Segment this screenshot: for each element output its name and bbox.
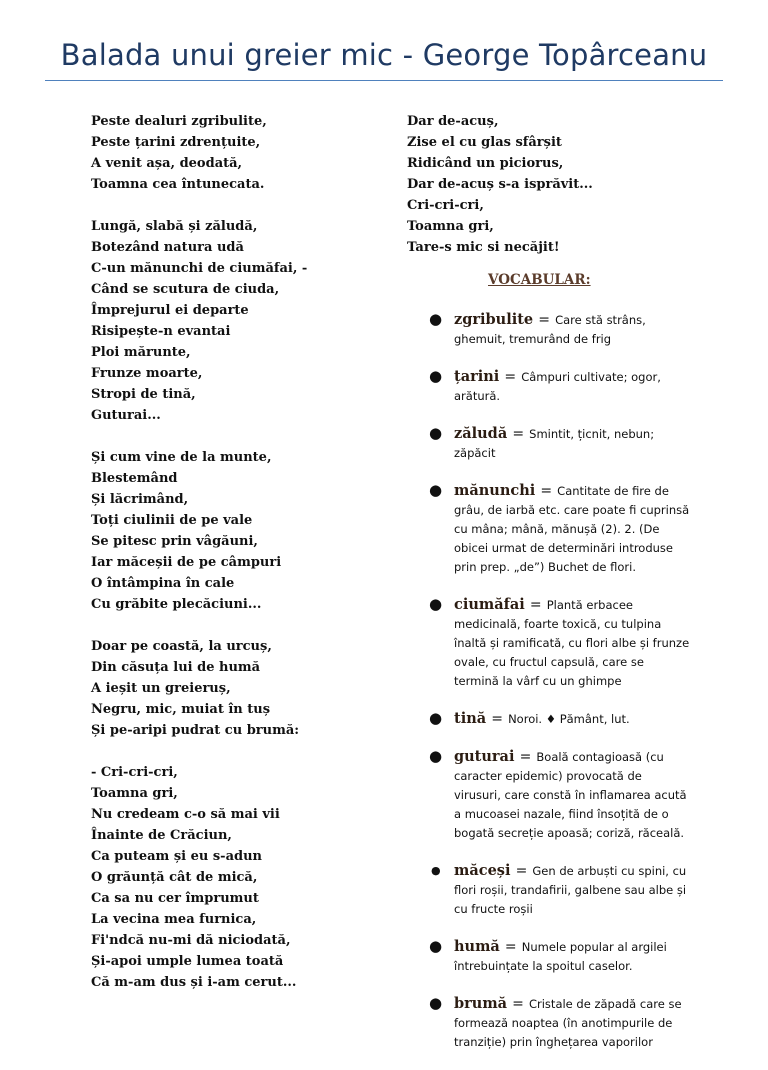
poem-line: Botezând natura udă [91, 240, 244, 255]
vocab-term: mănunchi [454, 482, 536, 499]
poem-line: Împrejurul ei departe [91, 303, 249, 318]
poem-line: Negru, mic, muiat în tuș [91, 702, 271, 717]
poem-line: Peste țarini zdrențuite, [91, 135, 261, 150]
bullet-icon: ● [431, 864, 441, 877]
bullet-icon: ● [429, 937, 443, 955]
vocab-definition: Boală contagioasă (cu caracter epidemic) provocată de virusuri, care constă în inflamarea acută a mucoasei nazale, fiind însoțită de o bogată secreție apoasă; coriză, răceală. [454, 750, 687, 840]
poem-line: - Cri-cri-cri, [91, 765, 178, 780]
poem-line: Că m-am dus și i-am cerut... [91, 975, 297, 990]
vocab-item: ● humă = Numele popular al argilei întrebuințate la spoitul caselor. [429, 937, 667, 973]
stanza-2 [91, 216, 361, 426]
bullet-icon: ● [429, 310, 443, 328]
vocab-definition: Numele popular al argilei întrebuințate la spoitul caselor. [454, 940, 667, 973]
poem-line: Când se scutura de ciuda, [91, 282, 280, 297]
poem-line: Din căsuța lui de humă [91, 660, 261, 675]
poem-line: Cu grăbite plecăciuni... [91, 597, 262, 612]
vocab-item: ● brumă = Cristale de zăpadă care se formează noaptea (în anotimpurile de tranziție) prin înghețarea vaporilor [429, 994, 682, 1049]
poem-line: Frunze moarte, [91, 366, 203, 381]
stanza-1 [91, 111, 361, 195]
poem-line: Ca sa nu cer împrumut [91, 891, 259, 906]
bullet-icon: ● [429, 481, 443, 499]
bullet-icon: ● [429, 367, 443, 385]
poem-left-column [91, 111, 361, 1014]
vocab-term: tină [454, 710, 487, 727]
vocab-definition: Gen de arbuști cu spini, cu flori roșii, trandafirii, galbene sau albe și cu fructe roșii [454, 864, 687, 916]
vocabulary-list [407, 310, 707, 1051]
vocab-item: ● tină = Noroi. ♦ Pământ, lut. [429, 709, 630, 727]
poem-line: Ploi mărunte, [91, 345, 191, 360]
poem-line: Ridicând un piciorus, [407, 156, 564, 171]
poem-line: Dar de-acuș s-a isprăvit... [407, 177, 593, 192]
poem-line: Și cum vine de la munte, [91, 450, 272, 465]
poem-line: Iar măceșii de pe câmpuri [91, 555, 282, 570]
poem-line: Se pitesc prin vâgăuni, [91, 534, 258, 549]
poem-line: La vecina mea furnica, [91, 912, 257, 927]
vocab-item: ● măceși = Gen de arbuști cu spini, cu flori roșii, trandafirii, galbene sau albe și cu fructe roșii [431, 862, 687, 916]
stanza-5 [91, 762, 361, 993]
poem-line: Peste dealuri zgribulite, [91, 114, 267, 129]
vocab-term: brumă [454, 995, 508, 1012]
right-column [407, 111, 707, 1070]
bullet-icon: ● [429, 709, 443, 727]
poem-line: Toamna gri, [91, 786, 178, 801]
poem-line: Nu credeam c-o să mai vii [91, 807, 280, 822]
vocab-term: ciumăfai [454, 596, 525, 613]
vocab-term: măceși [454, 862, 511, 879]
poem-line: Toți ciulinii de pe vale [91, 513, 253, 528]
vocab-item: ● zgribulite = Care stă strâns, ghemuit, tremurând de frig [429, 310, 646, 346]
poem-line: Toamna gri, [407, 219, 494, 234]
vocab-definition: Cantitate de fire de grâu, de iarbă etc. care poate fi cuprinsă cu mâna; mână, mănușă (2). 2. (De obicei urmat de determinări introduse prin prep. „de”) Buchet de flori. [454, 484, 690, 574]
poem-line: A ieșit un greieruș, [91, 681, 231, 696]
poem-line: Stropi de tină, [91, 387, 196, 402]
vocab-item: ● ciumăfai = Plantă erbacee medicinală, foarte toxică, cu tulpina înaltă și ramificată, cu flori albe și frunze ovale, cu fructul capsulă, care se termină la vârf cu un ghimpe [429, 595, 690, 688]
vocab-item: ● mănunchi = Cantitate de fire de grâu, de iarbă etc. care poate fi cuprinsă cu mâna; mână, mănușă (2). 2. (De obicei urmat de determinări introduse prin prep. „de”) Buchet de flori. [429, 481, 690, 574]
bullet-icon: ● [429, 747, 443, 765]
poem-line: Guturai... [91, 408, 161, 423]
vocab-term: zăludă [454, 425, 508, 442]
stanza-4 [91, 636, 361, 741]
poem-line: Lungă, slabă și zăludă, [91, 219, 258, 234]
vocabulary-heading: VOCABULAR: [488, 272, 591, 288]
vocab-term: humă [454, 938, 500, 955]
poem-line: Cri-cri-cri, [407, 198, 484, 213]
vocab-item: ● guturai = Boală contagioasă (cu caracter epidemic) provocată de virusuri, care constă în inflamarea acută a mucoasei nazale, fiind însoțită de o bogată secreție apoasă; coriză, răceală. [429, 747, 687, 840]
vocab-definition: Noroi. ♦ Pământ, lut. [508, 712, 630, 726]
title-underline [45, 80, 723, 81]
vocab-term: guturai [454, 748, 515, 765]
poem-line: Dar de-acuș, [407, 114, 499, 129]
vocab-definition: Care stă strâns, ghemuit, tremurând de frig [454, 313, 646, 346]
vocab-definition: Plantă erbacee medicinală, foarte toxică, cu tulpina înaltă și ramificată, cu flori albe și frunze ovale, cu fructul capsulă, care se termină la vârf cu un ghimpe [454, 598, 690, 688]
poem-line: O grăunță cât de mică, [91, 870, 258, 885]
poem-line: Blestemând [91, 471, 178, 486]
vocab-definition: Smintit, țicnit, nebun; zăpăcit [454, 427, 655, 460]
vocab-item: ● țarini = Câmpuri cultivate; ogor, arătură. [429, 367, 661, 403]
poem-line: A venit așa, deodată, [91, 156, 243, 171]
page-title: Balada unui greier mic - George Topârceanu [60, 38, 708, 72]
bullet-icon: ● [429, 595, 443, 613]
bullet-icon: ● [429, 994, 443, 1012]
vocab-item: ● zăludă = Smintit, țicnit, nebun; zăpăcit [429, 424, 655, 460]
poem-line: Ca puteam și eu s-adun [91, 849, 262, 864]
poem-line: Și lăcrimând, [91, 492, 189, 507]
poem-line: O întâmpina în cale [91, 576, 235, 591]
poem-line: Tare-s mic si necăjit! [407, 240, 560, 255]
poem-line: Zise el cu glas sfârșit [407, 135, 562, 150]
stanza-6 [407, 111, 707, 258]
poem-line: Și pe-aripi pudrat cu brumă: [91, 723, 300, 738]
poem-line: C-un mănunchi de ciumăfai, - [91, 261, 308, 276]
vocab-term: țarini [454, 368, 500, 385]
poem-line: Și-apoi umple lumea toată [91, 954, 284, 969]
vocab-definition: Câmpuri cultivate; ogor, arătură. [454, 370, 661, 403]
vocab-term: zgribulite [454, 311, 534, 328]
poem-line: Risipește-n evantai [91, 324, 231, 339]
poem-line: Fi'ndcă nu-mi dă niciodată, [91, 933, 291, 948]
poem-line: Înainte de Crăciun, [91, 828, 232, 843]
poem-line: Doar pe coastă, la urcuș, [91, 639, 272, 654]
bullet-icon: ● [429, 424, 443, 442]
stanza-3 [91, 447, 361, 615]
poem-line: Toamna cea întunecata. [91, 177, 265, 192]
vocab-definition: Cristale de zăpadă care se formează noaptea (în anotimpurile de tranziție) prin înghețarea vaporilor [454, 997, 682, 1049]
